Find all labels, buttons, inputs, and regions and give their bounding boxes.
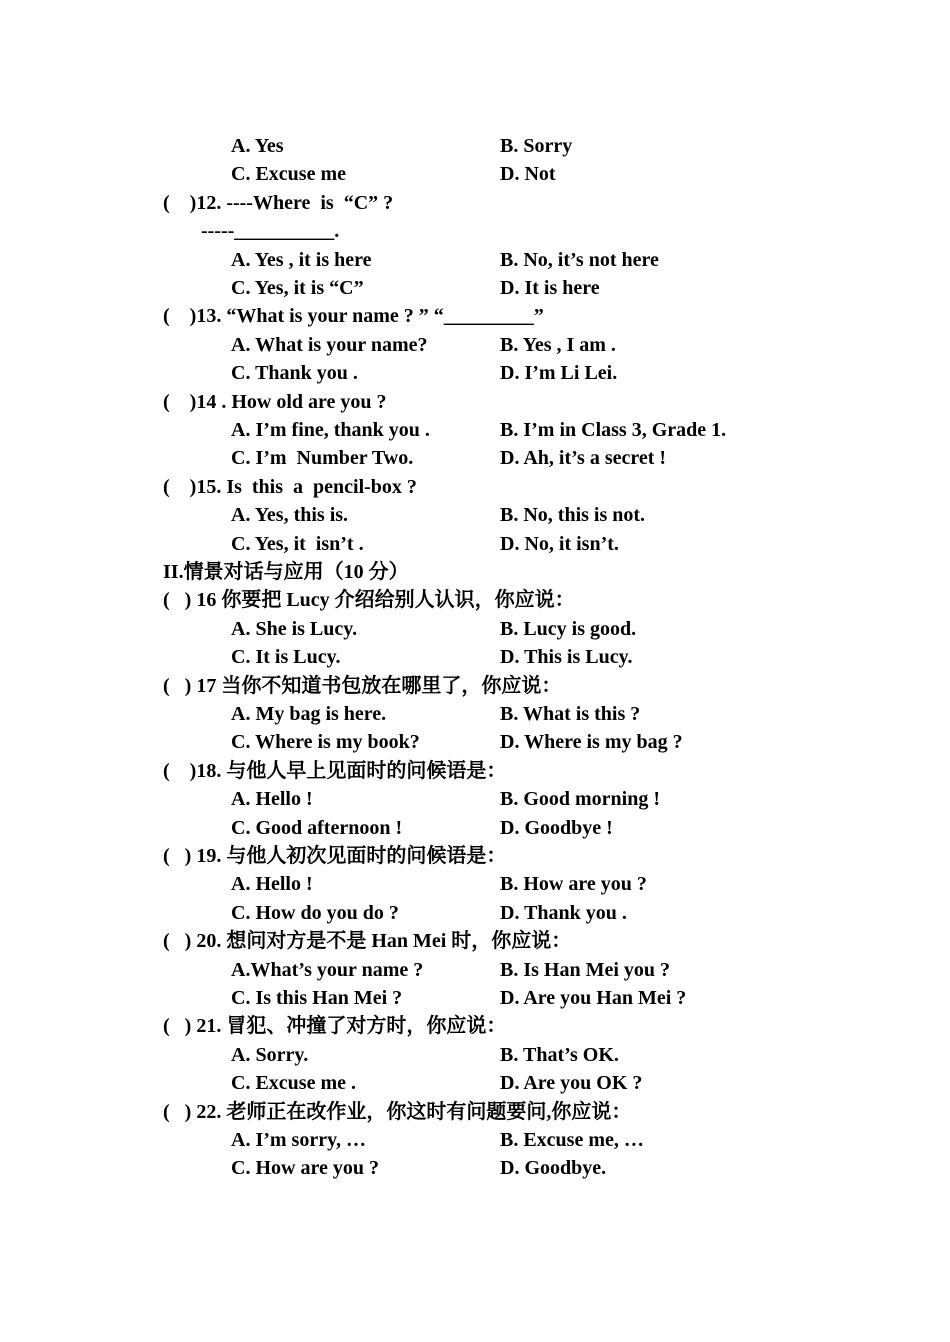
option-right: B. No, it’s not here bbox=[500, 249, 659, 271]
option-right: B. Lucy is good. bbox=[500, 618, 637, 640]
option-left: A. Hello ! bbox=[231, 873, 313, 895]
option-right: D. Thank you . bbox=[500, 902, 627, 924]
question-text: ( ) 20. 想问对方是不是 Han Mei 时，你应说： bbox=[163, 930, 572, 952]
option-left: A. I’m fine, thank you . bbox=[231, 419, 430, 441]
option-right: D. This is Lucy. bbox=[500, 646, 633, 668]
option-right: B. What is this ? bbox=[500, 703, 641, 725]
question-text: ( ) 16 你要把 Lucy 介绍给别人认识，你应说： bbox=[163, 589, 575, 611]
option-right: B. Excuse me, … bbox=[500, 1129, 644, 1151]
question-text: ( ) 21. 冒犯、冲撞了对方时，你应说： bbox=[163, 1015, 507, 1037]
option-left: A. Sorry. bbox=[231, 1044, 309, 1066]
question-text: II.情景对话与应用（10 分） bbox=[163, 561, 409, 583]
option-left: A. Hello ! bbox=[231, 788, 313, 810]
option-right: B. Is Han Mei you ? bbox=[500, 959, 671, 981]
option-left: C. Yes, it isn’t . bbox=[231, 533, 364, 555]
option-left: A.What’s your name ? bbox=[231, 959, 424, 981]
question-text: ( )13. “What is your name ? ” “_________” bbox=[163, 305, 544, 327]
question-text: ( ) 17 当你不知道书包放在哪里了，你应说： bbox=[163, 675, 562, 697]
option-right: D. Not bbox=[500, 163, 556, 185]
option-left: A. Yes , it is here bbox=[231, 249, 372, 271]
option-right: D. Goodbye. bbox=[500, 1157, 607, 1179]
option-left: C. I’m Number Two. bbox=[231, 447, 414, 469]
answer-line: -----__________. bbox=[201, 220, 340, 242]
option-right: B. Yes , I am . bbox=[500, 334, 616, 356]
option-right: D. Goodbye ! bbox=[500, 817, 613, 839]
option-left: C. Is this Han Mei ? bbox=[231, 987, 403, 1009]
question-text: ( )18. 与他人早上见面时的问候语是： bbox=[163, 760, 507, 782]
option-left: C. How are you ? bbox=[231, 1157, 379, 1179]
option-left: C. Excuse me bbox=[231, 163, 346, 185]
option-left: C. It is Lucy. bbox=[231, 646, 341, 668]
option-left: A. What is your name? bbox=[231, 334, 428, 356]
option-left: A. My bag is here. bbox=[231, 703, 387, 725]
option-left: A. She is Lucy. bbox=[231, 618, 358, 640]
option-left: C. Good afternoon ! bbox=[231, 817, 403, 839]
question-text: ( ) 19. 与他人初次见面时的问候语是： bbox=[163, 845, 507, 867]
option-right: D. It is here bbox=[500, 277, 600, 299]
option-right: B. I’m in Class 3, Grade 1. bbox=[500, 419, 727, 441]
question-text: ( ) 22. 老师正在改作业，你这时有问题要问,你应说： bbox=[163, 1101, 632, 1123]
option-right: D. Are you Han Mei ? bbox=[500, 987, 687, 1009]
question-text: ( )14 . How old are you ? bbox=[163, 391, 387, 413]
question-text: ( )15. Is this a pencil-box ? bbox=[163, 476, 417, 498]
option-left: C. Where is my book? bbox=[231, 731, 420, 753]
option-right: D. Ah, it’s a secret ! bbox=[500, 447, 667, 469]
option-left: A. Yes bbox=[231, 135, 284, 157]
option-right: B. Sorry bbox=[500, 135, 573, 157]
option-right: D. Where is my bag ? bbox=[500, 731, 683, 753]
option-right: D. I’m Li Lei. bbox=[500, 362, 618, 384]
option-left: C. Yes, it is “C” bbox=[231, 277, 364, 299]
option-left: C. Excuse me . bbox=[231, 1072, 356, 1094]
option-left: C. Thank you . bbox=[231, 362, 358, 384]
option-right: B. That’s OK. bbox=[500, 1044, 619, 1066]
option-right: B. How are you ? bbox=[500, 873, 647, 895]
option-right: D. Are you OK ? bbox=[500, 1072, 643, 1094]
option-left: A. Yes, this is. bbox=[231, 504, 349, 526]
option-right: B. Good morning ! bbox=[500, 788, 661, 810]
option-right: B. No, this is not. bbox=[500, 504, 646, 526]
question-text: ( )12. ----Where is “C” ? bbox=[163, 192, 394, 214]
option-right: D. No, it isn’t. bbox=[500, 533, 619, 555]
option-left: C. How do you do ? bbox=[231, 902, 399, 924]
option-left: A. I’m sorry, … bbox=[231, 1129, 366, 1151]
